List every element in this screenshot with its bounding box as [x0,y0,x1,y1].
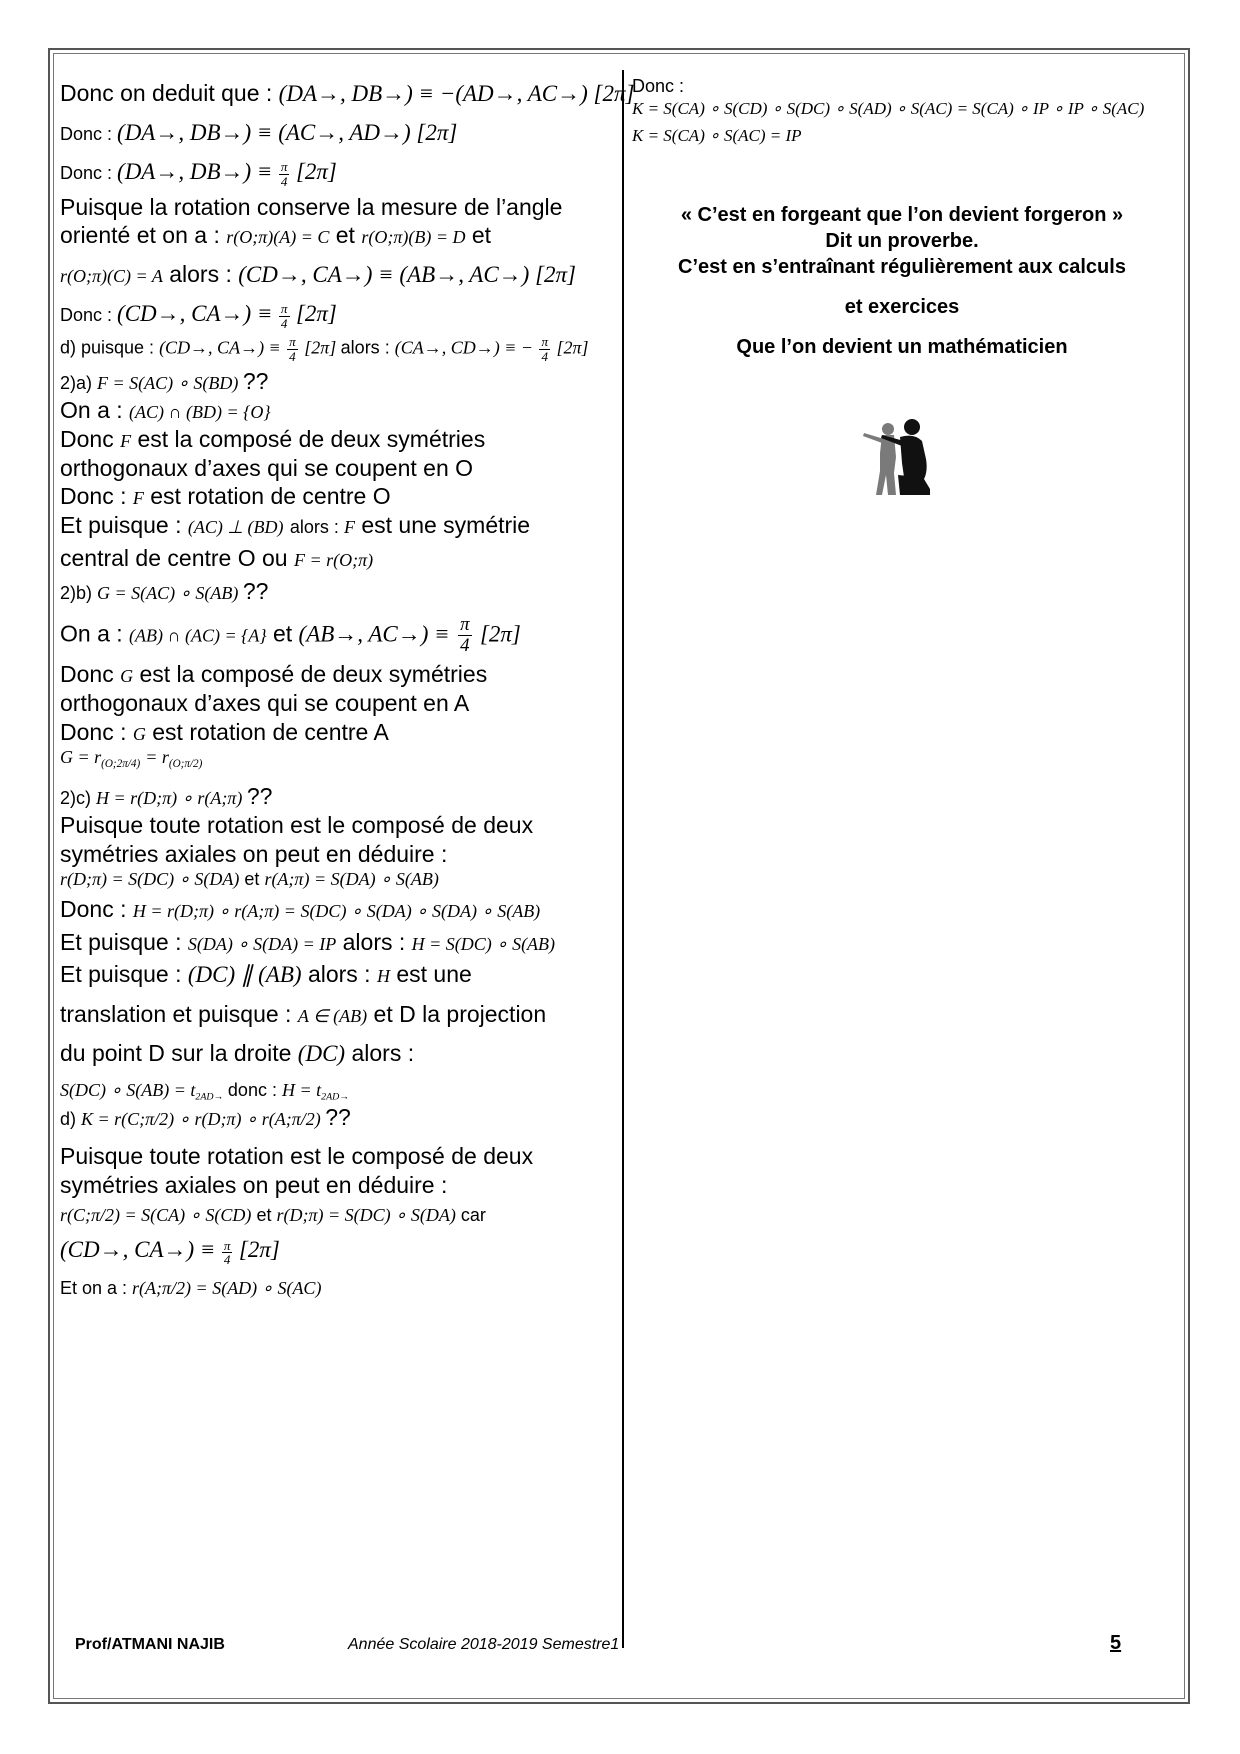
proverb-quote [632,202,1172,360]
formula-subscript: (O;2π/4) [101,758,141,771]
line-23: Puisque toute rotation est le composé de deux [60,811,534,838]
line-13 [60,482,616,511]
formula: [2π] [304,337,337,358]
formula: (CD→, CA→) ≡ [117,300,273,326]
line-16 [60,577,616,606]
line-19: orthogonaux d’axes qui se coupent en A [60,689,470,716]
formula: (CD→, CA→) ≡ (AB→, AC→) [2π] [238,262,576,288]
formula: A ∈ (AB) [297,1006,368,1027]
text: alors : [342,928,412,955]
fraction: $\frac{\pi}{4}$ [541,333,549,364]
line-36 [60,1236,616,1267]
line-21 [60,746,616,772]
text: alors : [169,261,239,288]
line-15 [60,544,616,573]
line-34: symétries axiales on peut en déduire : [60,1171,448,1198]
text: donc : [227,1079,282,1100]
formula: [2π] [295,300,337,326]
text: 2)c) [60,788,96,809]
text: Donc : [60,895,133,922]
text: Donc [60,425,121,452]
text: Et puisque : [60,961,188,988]
text: alors : [307,961,377,988]
text: central de centre O ou [60,544,294,571]
text: Et on a : [60,1278,133,1299]
text: On a : [60,620,130,647]
formula: G [132,723,146,744]
text: et [272,620,299,647]
right-column [632,75,1172,360]
quote-line-3: C’est en s’entraînant régulièrement aux calculs [678,256,1126,278]
formula: H [376,966,390,987]
line-22 [60,782,616,811]
formula: (DA→, DB→) ≡ −(AD→, AC→) [2π] [278,81,635,106]
text: Donc : [60,483,133,510]
quote-line-5: Que l’on devient un mathématicien [736,336,1068,358]
formula: [2π] [479,621,521,647]
line-28 [60,960,616,990]
formula: [2π] [238,1237,280,1263]
formula: (CD→, CA→) ≡ [159,337,281,358]
text: d) [60,1109,82,1130]
line-5 [60,221,616,250]
fraction: $\frac{\pi}{4}$ [223,1237,231,1268]
text: est une [396,961,472,988]
text: Et puisque : [60,928,188,955]
text: est rotation de centre O [150,483,391,510]
formula: G = S(AC) ∘ S(AB) [97,582,239,603]
formula: (DC) ∥ (AB) [187,962,302,988]
text: On a : [60,397,130,424]
line-26 [60,895,616,924]
text: alors : [351,1039,415,1066]
text: alors : [340,337,395,358]
k-formula-2: K = S(CA) ∘ S(AC) = IP [632,125,802,145]
text: ?? [242,368,269,395]
line-6 [60,260,616,290]
donc-label: Donc : [632,76,685,96]
k-formula-1: K = S(CA) ∘ S(CD) ∘ S(DC) ∘ S(AD) ∘ S(AC) = S(CA) ∘ IP ∘ IP ∘ S(AC) [632,98,1145,118]
line-25 [60,868,616,891]
line-33: Puisque toute rotation est le composé de deux [60,1143,534,1170]
text: ?? [325,1104,351,1131]
text: et D la projection [373,1001,547,1028]
text: est la composé de deux symétries [137,425,486,452]
line-10 [60,396,616,425]
line-31 [60,1079,616,1104]
formula: S(DA) ∘ S(DA) = IP [187,933,337,954]
formula: (AB→, AC→) ≡ [298,621,450,647]
formula: H = t [281,1079,322,1100]
formula: (DC) [297,1040,346,1066]
line-2 [60,119,616,148]
line-14 [60,511,616,540]
text: est la composé de deux symétries [139,661,488,687]
formula-subscript: 2AD→ [195,1091,224,1103]
line-3 [60,158,616,189]
formula: r(O;π)(C) = A [60,266,163,287]
column-divider [622,70,624,1648]
text: Donc [60,661,121,687]
formula: S(DC) ∘ S(AB) = t [60,1079,196,1100]
fraction: $\frac{\pi}{4}$ [460,614,470,657]
formula: [2π] [556,337,589,358]
formula: H = r(D;π) ∘ r(A;π) = S(DC) ∘ S(DA) ∘ S(DA) ∘ S(AB) [132,900,541,921]
line-29 [60,1000,616,1029]
line-32 [60,1103,616,1132]
footer-author: Prof/ATMANI NAJIB [75,1636,225,1653]
line-4: Puisque la rotation conserve la mesure de l’angle [60,193,563,220]
formula: r(D;π) = S(DC) ∘ S(DA) [276,1204,456,1225]
text: 2)a) [60,373,98,394]
text: orienté et on a : [60,222,227,249]
formula: (AC) ⊥ (BD) [187,517,284,538]
text: 2)b) [60,582,98,603]
text: ?? [246,783,273,810]
line-27 [60,928,616,957]
fraction: $\frac{\pi}{4}$ [280,158,288,189]
text: alors : [289,517,344,538]
text: et [471,222,492,249]
line-8 [60,335,616,364]
formula: (CA→, CD→) ≡ − [394,337,533,358]
text: Donc : [60,162,118,183]
line-35 [60,1204,616,1227]
formula: (AB) ∩ (AC) = {A} [129,625,267,646]
footer-school-year: Année Scolaire 2018-2019 Semestre1 [348,1636,620,1653]
formula: (CD→, CA→) ≡ [60,1237,216,1263]
text: Donc : [60,123,118,144]
line-17 [60,615,616,656]
formula: F [343,517,355,538]
text: et [244,869,265,890]
text: et [335,222,362,249]
quote-line-2: Dit un proverbe. [825,230,979,252]
quote-line-4: et exercices [844,296,960,318]
line-24: symétries axiales on peut en déduire : [60,840,448,867]
father-child-silhouette-icon [860,415,942,497]
formula: (DA→, DB→) ≡ (AC→, AD→) [2π] [117,119,458,145]
formula: F = S(AC) ∘ S(BD) [97,373,239,394]
formula: r(C;π/2) = S(CA) ∘ S(CD) [60,1204,252,1225]
formula: r(O;π)(A) = C [226,227,330,248]
formula-subscript: (O;π/2) [168,758,203,771]
text: ?? [242,577,269,604]
text: Donc : [60,718,133,745]
formula: F [120,430,132,451]
formula: (AC) ∩ (BD) = {O} [129,402,271,423]
left-column [60,75,635,1300]
text: Donc on deduit que : [60,80,279,106]
fraction: $\frac{\pi}{4}$ [280,301,288,332]
text: est rotation de centre A [152,718,389,745]
formula: H = S(DC) ∘ S(AB) [411,933,556,954]
formula: r(D;π) = S(DC) ∘ S(DA) [60,869,240,890]
formula-subscript: 2AD→ [321,1091,350,1103]
formula: K = r(C;π/2) ∘ r(D;π) ∘ r(A;π/2) [81,1109,321,1130]
page-number: 5 [1110,1632,1122,1654]
line-1 [60,79,635,109]
formula: [2π] [295,158,337,184]
text: du point D sur la droite [60,1039,298,1066]
formula: F = r(O;π) [293,549,374,570]
formula: G [120,666,134,686]
line-18 [60,660,616,689]
text: Et puisque : [60,512,188,539]
line-20 [60,718,616,747]
formula: r(O;π)(B) = D [361,227,466,248]
formula: = r [145,747,169,768]
quote-line-1: « C’est en forgeant que l’on devient forgeron » [680,204,1124,226]
text: translation et puisque : [60,1001,298,1028]
text: car [460,1204,486,1225]
formula: (DA→, DB→) ≡ [117,158,273,184]
fraction: $\frac{\pi}{4}$ [289,333,296,364]
text: d) puisque : [60,337,160,358]
text: est une symétrie [361,512,531,539]
line-37 [60,1277,616,1300]
text: Donc : [60,304,118,325]
line-9 [60,367,616,396]
formula: r(A;π/2) = S(AD) ∘ S(AC) [132,1278,322,1299]
formula: r(A;π) = S(DA) ∘ S(AB) [264,869,439,890]
formula: H = r(D;π) ∘ r(A;π) [96,788,243,809]
line-7 [60,300,616,331]
text: et [256,1204,277,1225]
formula: G = r [60,747,102,768]
line-12: orthogonaux d’axes qui se coupent en O [60,454,474,481]
line-11 [60,425,616,454]
formula: F [132,488,144,509]
line-30 [60,1039,616,1069]
